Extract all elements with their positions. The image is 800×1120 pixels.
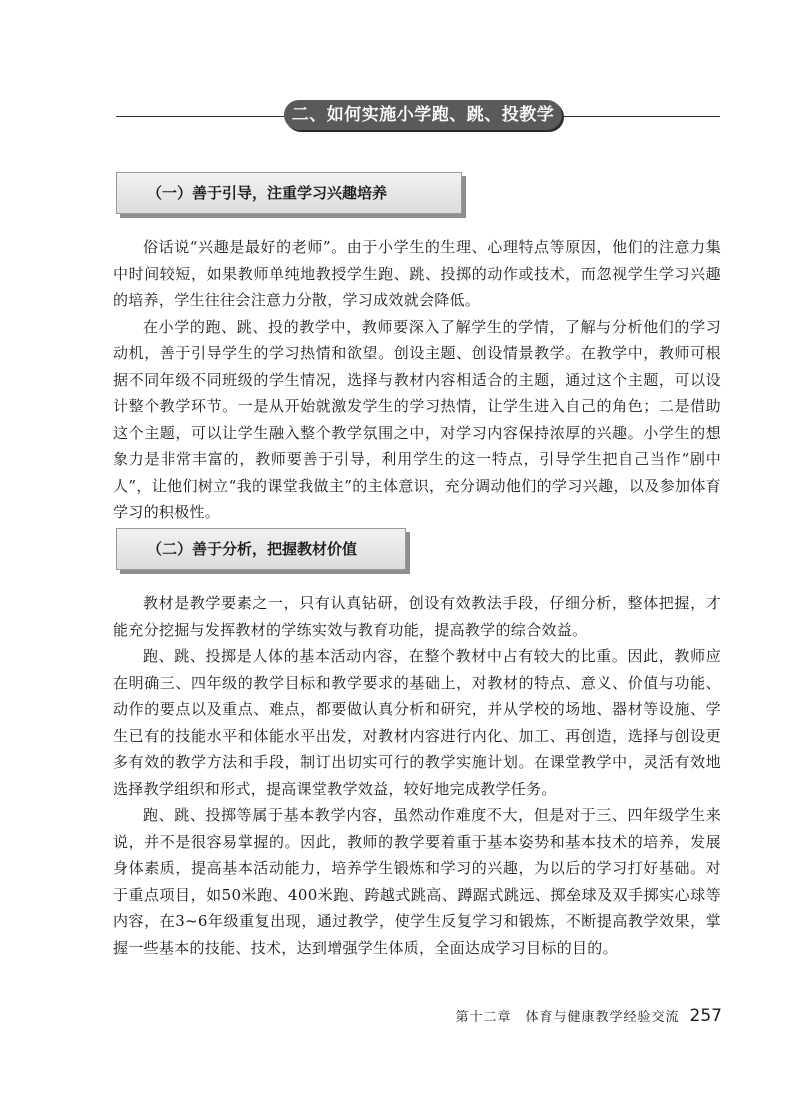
chapter-title: 第十二章 体育与健康教学经验交流 xyxy=(455,1010,680,1025)
section-heading-2: （二）善于分析，把握教材价值 xyxy=(147,540,358,558)
paragraph: 俗话说“兴趣是最好的老师”。由于小学生的生理、心理特点等原因，他们的注意力集中时间较短，如果教师单纯地教授学生跑、跳、投掷的动作或技术，而忽视学生学习兴趣的培养，学生往往会注意力分散，学习成效就会降低。 xyxy=(113,238,721,309)
page-number: 257 xyxy=(689,1006,722,1026)
section-heading-1: （一）善于引导，注重学习兴趣培养 xyxy=(147,184,388,202)
section-heading-box-1 xyxy=(116,172,462,214)
paragraph: 教材是教学要素之一，只有认真钻研，创设有效教法手段，仔细分析，整体把握，才能充分挖掘与发挥教材的学练实效与教育功能，提高教学的综合效益。 xyxy=(113,594,721,639)
section-heading-box-2 xyxy=(116,528,406,570)
paragraph: 在小学的跑、跳、投的教学中，教师要深入了解学生的学情，了解与分析他们的学习动机，善于引导学生的学习热情和欲望。创设主题、创设情景教学。在教学中，教师可根据不同年级不同班级的学生情况，选择与教材内容相适合的主题，通过这个主题，可以设计整个教学环节。一是从开始就激发学生的学习热情，让学生进入自己的角色；二是借助这个主题，可以让学生融入整个教学氛围之中，对学习内容保持浓厚的兴趣。小学生的想象力是非常丰富的，教师要善于引导，利用学生的这一特点，引导学生把自己当作“剧中人”，让他们树立“我的课堂我做主”的主体意识，充分调动他们的学习兴趣，以及参加体育学习的积极性。 xyxy=(113,317,721,521)
paragraph: 跑、跳、投掷是人体的基本活动内容，在整个教材中占有较大的比重。因此，教师应在明确三、四年级的教学目标和教学要求的基础上，对教材的特点、意义、价值与功能、动作的要点以及重点、难点，都要做认真分析和研究，并从学校的场地、器材等设施、学生已有的技能水平和体能水平出发，对教材内容进行内化、加工、再创造，选择与创设更多有效的教学方法和手段，制订出切实可行的教学实施计划。在课堂教学中，灵活有效地选择教学组织和形式，提高课堂教学效益，较好地完成教学任务。 xyxy=(113,647,721,798)
section-2-body xyxy=(113,590,721,961)
main-heading-text: 二、如何实施小学跑、跳、投教学 xyxy=(291,105,555,125)
paragraph: 跑、跳、投掷等属于基本教学内容，虽然动作难度不大，但是对于三、四年级学生来说，并不是很容易掌握的。因此，教师的教学要着重于基本姿势和基本技术的培养，发展身体素质，提高基本活动能力，培养学生锻炼和学习的兴趣，为以后的学习打好基础。对于重点项目，如50米跑、400米跑、跨越式跳高、蹲踞式跳远、掷垒球及双手掷实心球等内容，在3~6年级重复出现，通过教学，使学生反复学习和锻炼，不断提高教学效果，掌握一些基本的技能、技术，达到增强学生体质，全面达成学习目标的目的。 xyxy=(113,806,721,957)
section-1-body xyxy=(113,234,721,526)
page-footer xyxy=(456,1006,722,1026)
main-heading-banner xyxy=(284,100,562,130)
